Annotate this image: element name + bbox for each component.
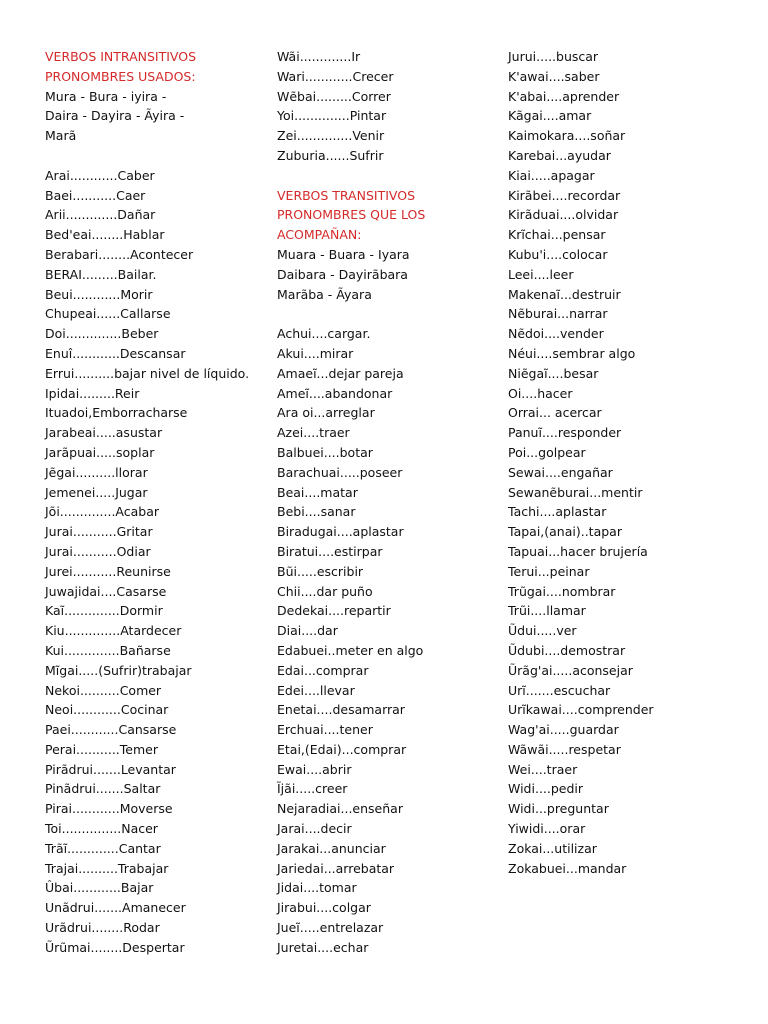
verb-entry: Wei....traer xyxy=(508,761,578,777)
verb-entry: Azei....traer xyxy=(277,425,350,441)
verb-entry: Barachuai.....poseer xyxy=(277,464,403,480)
verb-entry: Kãgai....amar xyxy=(508,108,592,124)
verb-entry: Sewai....engañar xyxy=(508,464,613,480)
verb-entry: Jirabui....colgar xyxy=(277,900,371,916)
verb-entry: Beai....matar xyxy=(277,484,358,500)
verb-entry: Neoi............Cocinar xyxy=(45,702,169,718)
verb-entry: Urĩkawai....comprender xyxy=(508,702,654,718)
verb-entry: Urãdrui........Rodar xyxy=(45,920,160,936)
block-gap xyxy=(277,166,502,186)
verb-entry: Diai....dar xyxy=(277,623,338,639)
verb-entry: Zokabuei...mandar xyxy=(508,860,627,876)
verb-entry: Jidai....tomar xyxy=(277,880,357,896)
verb-entry: Chupeai......Callarse xyxy=(45,306,171,322)
pronoun-line: Muara - Buara - Iyara xyxy=(277,246,410,262)
verb-entry: Perai...........Temer xyxy=(45,741,158,757)
section-heading: PRONOMBRES QUE LOS xyxy=(277,207,426,223)
verb-entry: Tapai,(anai)..tapar xyxy=(508,524,622,540)
verb-entry: Widi....pedir xyxy=(508,781,584,797)
verb-entry: Paei............Cansarse xyxy=(45,722,177,738)
verb-entry: Kirãbei....recordar xyxy=(508,187,621,203)
verb-entry: Ewai....abrir xyxy=(277,761,352,777)
verb-entry: Wãi.............Ir xyxy=(277,49,361,64)
verb-entry: Edabuei..meter en algo xyxy=(277,642,424,658)
verb-entry: Urĩ.......escuchar xyxy=(508,682,611,698)
verb-entry: Nẽdoi....vender xyxy=(508,326,604,342)
verb-entry: Poi...golpear xyxy=(508,444,586,460)
verb-entry: Sewanẽburai...mentir xyxy=(508,484,643,500)
verb-entry: Toi...............Nacer xyxy=(45,821,158,837)
verb-entry: Nejaradiai...enseñar xyxy=(277,801,403,817)
verb-entry: Berabari........Acontecer xyxy=(45,246,194,262)
verb-entry: Jemenei.....Jugar xyxy=(45,484,148,500)
verb-entry: Pinãdrui.......Saltar xyxy=(45,781,161,797)
verb-entry: Krĩchai...pensar xyxy=(508,227,606,243)
verb-entry: K'awai....saber xyxy=(508,68,600,84)
verb-entry: Kubu'i....colocar xyxy=(508,246,608,262)
verb-entry: Oi....hacer xyxy=(508,385,573,401)
verb-entry: Bebi....sanar xyxy=(277,504,356,520)
verb-entry: Baei...........Caer xyxy=(45,187,146,203)
verb-entry: Ũdui.....ver xyxy=(508,623,577,639)
verb-entry: Bũi.....escribir xyxy=(277,563,364,579)
verb-entry: Zei..............Venir xyxy=(277,128,385,144)
verb-entry: Kiu..............Atardecer xyxy=(45,623,182,639)
verb-entry: Yiwidi....orar xyxy=(508,821,586,837)
verb-entry: Pirãdrui.......Levantar xyxy=(45,761,176,777)
verb-entry: Arai............Caber xyxy=(45,167,155,183)
verb-entry: Jẽgai..........llorar xyxy=(45,464,148,480)
block-gap xyxy=(277,304,502,324)
verb-entry: Ûbai............Bajar xyxy=(45,880,154,896)
verb-entry: Biradugai....aplastar xyxy=(277,524,404,540)
verb-entry: Ũrũmai........Despertar xyxy=(45,939,185,955)
verb-entry: Kirãduai....olvidar xyxy=(508,207,619,223)
verb-entry: Jurui.....buscar xyxy=(508,49,599,64)
verb-entry: Errui..........bajar nivel de líquido. xyxy=(45,365,250,381)
verb-entry: Enetai....desamarrar xyxy=(277,702,405,718)
verb-entry: Ituadoi,Emborracharse xyxy=(45,405,188,421)
verb-entry: Doi..............Beber xyxy=(45,326,159,342)
verb-entry: Kaĩ..............Dormir xyxy=(45,603,163,619)
verb-entry: K'abai....aprender xyxy=(508,88,620,104)
verb-entry: Amaeĩ...dejar pareja xyxy=(277,365,404,381)
verb-entry: Balbuei....botar xyxy=(277,444,373,460)
verb-entry: Jarabeai.....asustar xyxy=(45,425,163,441)
verb-entry: Jurai...........Odiar xyxy=(45,543,151,559)
verb-entry: Ameĩ....abandonar xyxy=(277,385,393,401)
verb-entry: BERAI.........Bailar. xyxy=(45,266,157,282)
verb-entry: Biratui....estirpar xyxy=(277,543,383,559)
verb-entry: Tapuai...hacer brujería xyxy=(508,543,648,559)
verb-entry: Beui............Morir xyxy=(45,286,153,302)
verb-entry: Terui...peinar xyxy=(508,563,590,579)
verb-entry: Juretai....echar xyxy=(277,939,369,955)
verb-entry: Trũgai....nombrar xyxy=(508,583,616,599)
verb-entry: Edei....llevar xyxy=(277,682,355,698)
verb-entry: Wẽbai.........Correr xyxy=(277,88,391,104)
verb-entry: Wari............Crecer xyxy=(277,68,394,84)
column-1 xyxy=(45,47,270,958)
verb-entry: Néui....sembrar algo xyxy=(508,345,636,361)
verb-entry: Jõi..............Acabar xyxy=(45,504,160,520)
pronoun-line: Daira - Dayira - Ãyira - xyxy=(45,108,185,124)
verb-entry: Yoi..............Pintar xyxy=(277,108,387,124)
section-heading: VERBOS INTRANSITIVOS xyxy=(45,49,197,64)
verb-entry: Nekoi..........Comer xyxy=(45,682,162,698)
verb-entry: Jarãpuai.....soplar xyxy=(45,444,155,460)
verb-entry: Kiai.....apagar xyxy=(508,167,595,183)
block-gap xyxy=(45,146,270,166)
verb-entry: Jurai...........Gritar xyxy=(45,524,153,540)
verb-entry: Widi...preguntar xyxy=(508,801,609,817)
verb-entry: Etai,(Edai)...comprar xyxy=(277,741,407,757)
verb-entry: Jarakai...anunciar xyxy=(277,840,386,856)
verb-entry: Chii....dar puño xyxy=(277,583,373,599)
verb-entry: Kui..............Bañarse xyxy=(45,642,171,658)
verb-entry: Karebai...ayudar xyxy=(508,147,611,163)
column-3 xyxy=(508,47,758,878)
verb-entry: Akui....mirar xyxy=(277,345,354,361)
verb-entry: Ũdubi....demostrar xyxy=(508,642,626,658)
verb-entry: Niẽgaĩ....besar xyxy=(508,365,599,381)
verb-entry: Nẽburai...narrar xyxy=(508,306,608,322)
verb-entry: Dedekai....repartir xyxy=(277,603,391,619)
verb-entry: Kaimokara....soñar xyxy=(508,128,626,144)
verb-entry: Tachi....aplastar xyxy=(508,504,607,520)
verb-entry: Enuî............Descansar xyxy=(45,345,186,361)
pronoun-line: Marã xyxy=(45,128,77,144)
verb-entry: Trũi....llamar xyxy=(508,603,586,619)
verb-entry: Erchuai....tener xyxy=(277,722,373,738)
verb-entry: Panuĩ....responder xyxy=(508,425,622,441)
verb-entry: Achui....cargar. xyxy=(277,326,371,342)
section-heading: VERBOS TRANSITIVOS xyxy=(277,187,416,203)
verb-entry: Jurei...........Reunirse xyxy=(45,563,171,579)
verb-entry: Ipidai.........Reir xyxy=(45,385,140,401)
column-2 xyxy=(277,47,502,958)
verb-entry: Zokai...utilizar xyxy=(508,840,597,856)
verb-entry: Ĩjãi.....creer xyxy=(277,781,348,797)
verb-entry: Zuburia......Sufrir xyxy=(277,147,384,163)
verb-entry: Ũrãg'ai.....aconsejar xyxy=(508,662,633,678)
pronoun-line: Marãba - Ãyara xyxy=(277,286,372,302)
verb-entry: Wãwãi.....respetar xyxy=(508,741,621,757)
verb-entry: Juwajidai....Casarse xyxy=(45,583,167,599)
verb-entry: Orrai... acercar xyxy=(508,405,602,421)
verb-entry: Jariedai...arrebatar xyxy=(277,860,395,876)
verb-entry: Jarai....decir xyxy=(277,821,352,837)
verb-entry: Bed'eai........Hablar xyxy=(45,227,165,243)
verb-entry: Ara oi...arreglar xyxy=(277,405,375,421)
verb-entry: Edai...comprar xyxy=(277,662,369,678)
verb-entry: Wag'ai.....guardar xyxy=(508,722,619,738)
section-heading: ACOMPAÑAN: xyxy=(277,227,362,243)
section-heading: PRONOMBRES USADOS: xyxy=(45,68,196,84)
verb-entry: Pirai............Moverse xyxy=(45,801,173,817)
pronoun-line: Daibara - Dayirãbara xyxy=(277,266,408,282)
verb-entry: Jueĩ.....entrelazar xyxy=(277,920,384,936)
verb-entry: Arii.............Dañar xyxy=(45,207,156,223)
verb-entry: Makenaĩ...destruir xyxy=(508,286,621,302)
pronoun-line: Mura - Bura - iyira - xyxy=(45,88,167,104)
verb-entry: Trajai..........Trabajar xyxy=(45,860,169,876)
verb-entry: Leei....leer xyxy=(508,266,574,282)
verb-entry: Trãĩ.............Cantar xyxy=(45,840,161,856)
verb-entry: Mĩgai.....(Sufrir)trabajar xyxy=(45,662,192,678)
verb-entry: Unãdrui.......Amanecer xyxy=(45,900,186,916)
